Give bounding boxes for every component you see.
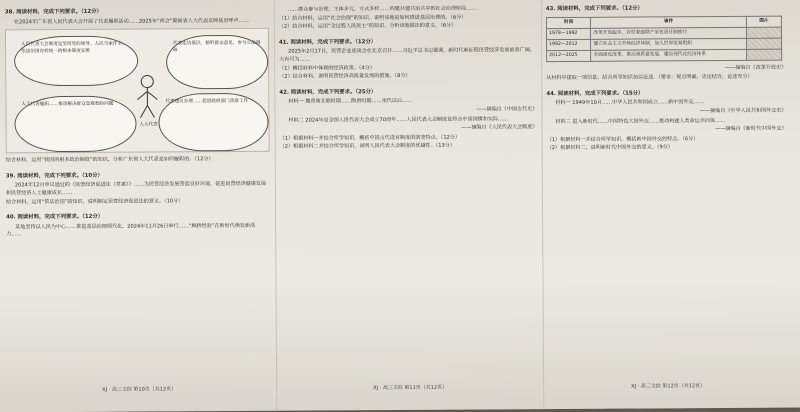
question-43-ask: 从材料中提取一项信息，结合所学知识加以论述。（要求：观点明确，史论结合，论述充分） [546,74,753,82]
question-44-material-1: 材料一 1949年10月……中华人民共和国成立……新中国外交…… [555,99,704,107]
speech-bubble: 人民代表大会制度是坚持党的领导、人民当家作主、依法治国有机统一的根本制度安排 [14,36,138,87]
table-row [547,49,782,61]
question-39-text: 2024年12月审议通过的《民营经济促进法（草案）》……为民营经济发展营造良好环境，促进民营经济健康发展和民营经济人士健康成长…… [5,181,267,197]
table-cell-event: 改革开放起步，农村家庭联产承包责任制推行 [591,27,747,39]
history-table [546,15,782,61]
page-footer: XJ · 高三文综 第10页（共12页） [102,386,177,394]
source-citation: ——摘编自《人民代表大会制度》 [461,124,538,131]
source-citation: ——摘编自《改革开放史》 [725,64,787,71]
question-44-heading: 44. 阅读材料，完成下列要求。（15分） [546,90,644,97]
photo-thumbnail [746,27,781,38]
speech-bubble: 代表建议办理……促进政府部门改进工作 [158,93,268,152]
question-38-text: 在2024年广东省人民代表大会开展了代表履职活动……2025年“两会”期间省人大代表反映基层呼声…… [13,17,249,25]
cartoon-diagram [5,28,270,154]
question-44-ask-2: （2）根据材料二，说明新时代中国外交的意义。（9分） [546,144,673,152]
source-citation: ——摘编自《中华人民共和国外交史》 [699,107,787,115]
speech-bubble: 人大代表履职……推动解决群众急难愁盼问题 [14,96,136,153]
question-44-ask-1: （1）根据材料一并结合所学知识，概括新中国外交的特点。（6分） [546,135,699,143]
column-middle [279,5,539,397]
question-42-material-2: 材料二 2024年是全国人民代表大会成立70周年……人民代表大会制度是符合中国国情和实际…… [288,115,509,124]
table-cell-time: 2012—2025 [547,50,591,61]
question-40-text: 某地坚持以人民为中心……推进基层治理现代化，2024年11月26日举行……“枫桥经验”在新时代焕发新活力…… [6,222,256,238]
page-footer: XJ · 高三文综 第11页（共12页） [373,385,448,392]
table-cell-time: 1992—2012 [547,39,591,50]
column-left [5,7,271,399]
question-38-ask: 结合材料，运用“我国的根本政治制度”的知识，分析广东省人大代表是如何履职的。（12分） [5,156,214,164]
column-divider [541,0,545,409]
page-footer: XJ · 高三文综 第12页（共12页） [631,383,706,390]
question-41-text: 2025年2月17日，民营企业座谈会在北京召开……习近平总书记强调，新时代新征程民营经济发展前景广阔、大有可为…… [279,47,535,63]
column-divider [274,0,278,411]
speech-bubble: 代表走访基层，倾听群众意见，参与立法调研 [166,35,268,90]
question-39-heading: 39. 阅读材料，完成下列要求。（10分） [5,172,103,180]
question-42-material-1: 材料一 魏晋南北朝时期……隋唐时期……宋代以后…… [288,98,413,106]
question-41-ask-1: （1）概括材料中体现的经济政策。（4分） [279,64,375,72]
question-38-heading: 38. 阅读材料，完成下列要求。（12分） [4,8,102,16]
question-40-ask-1: （1）结合材料，运用“社会治理”的知识，说明该地是如何推进基层治理的。（6分） [278,14,467,22]
question-42-heading: 42. 阅读材料，完成下列要求。（25分） [279,88,377,96]
question-42-ask-2: （2）根据材料二并结合所学知识，说明人民代表大会制度的优越性。（13分） [279,142,455,151]
question-44-material-2: 材料二 进入新时代……中国特色大国外交……推动构建人类命运共同体…… [555,117,726,125]
question-42-ask-1: （1）根据材料一并结合所学知识，概括中国古代选官制度的演变特点。（12分） [279,134,461,142]
column-right [546,4,788,395]
question-39-ask: 结合材料，运用“依法治国”的知识，说明制定民营经济促进法的意义。（10分） [5,197,184,205]
question-40-text-continued: ……群众参与治理，主体多元，方式多样……构建共建共治共享的社会治理格局…… [287,5,477,13]
question-41-heading: 41. 阅读材料，完成下列要求。（12分） [279,38,377,46]
question-40-ask-2: （2）结合材料，运用“全过程人民民主”的知识，分析该地做法的意义。（6分） [278,22,457,30]
photo-thumbnail [747,38,782,49]
source-citation: ——摘编自《中国古代史》 [476,106,538,113]
table-header-cell: 事件 [591,16,747,28]
question-43-heading: 43. 阅读材料，完成下列要求。（12分） [545,5,643,13]
table-header-cell: 图片 [746,16,781,27]
person-figure-icon [132,74,162,120]
question-40-heading: 40. 阅读材料，完成下列要求。（12分） [6,213,104,221]
table-cell-event: 全面深化改革，推动高质量发展，建设现代化经济体系 [591,49,747,61]
question-41-ask-2: （2）结合材料，说明民营经济高质量发展的措施。（8分） [279,73,411,80]
table-header-cell: 时间 [546,17,590,28]
person-label: 人大代表 [139,122,158,128]
source-citation: ——摘编自《新时代中国外交》 [715,125,787,133]
table-cell-event: 建立社会主义市场经济体制，加入世界贸易组织 [591,38,747,50]
photo-thumbnail [747,49,782,60]
table-cell-time: 1978—1992 [546,28,590,39]
